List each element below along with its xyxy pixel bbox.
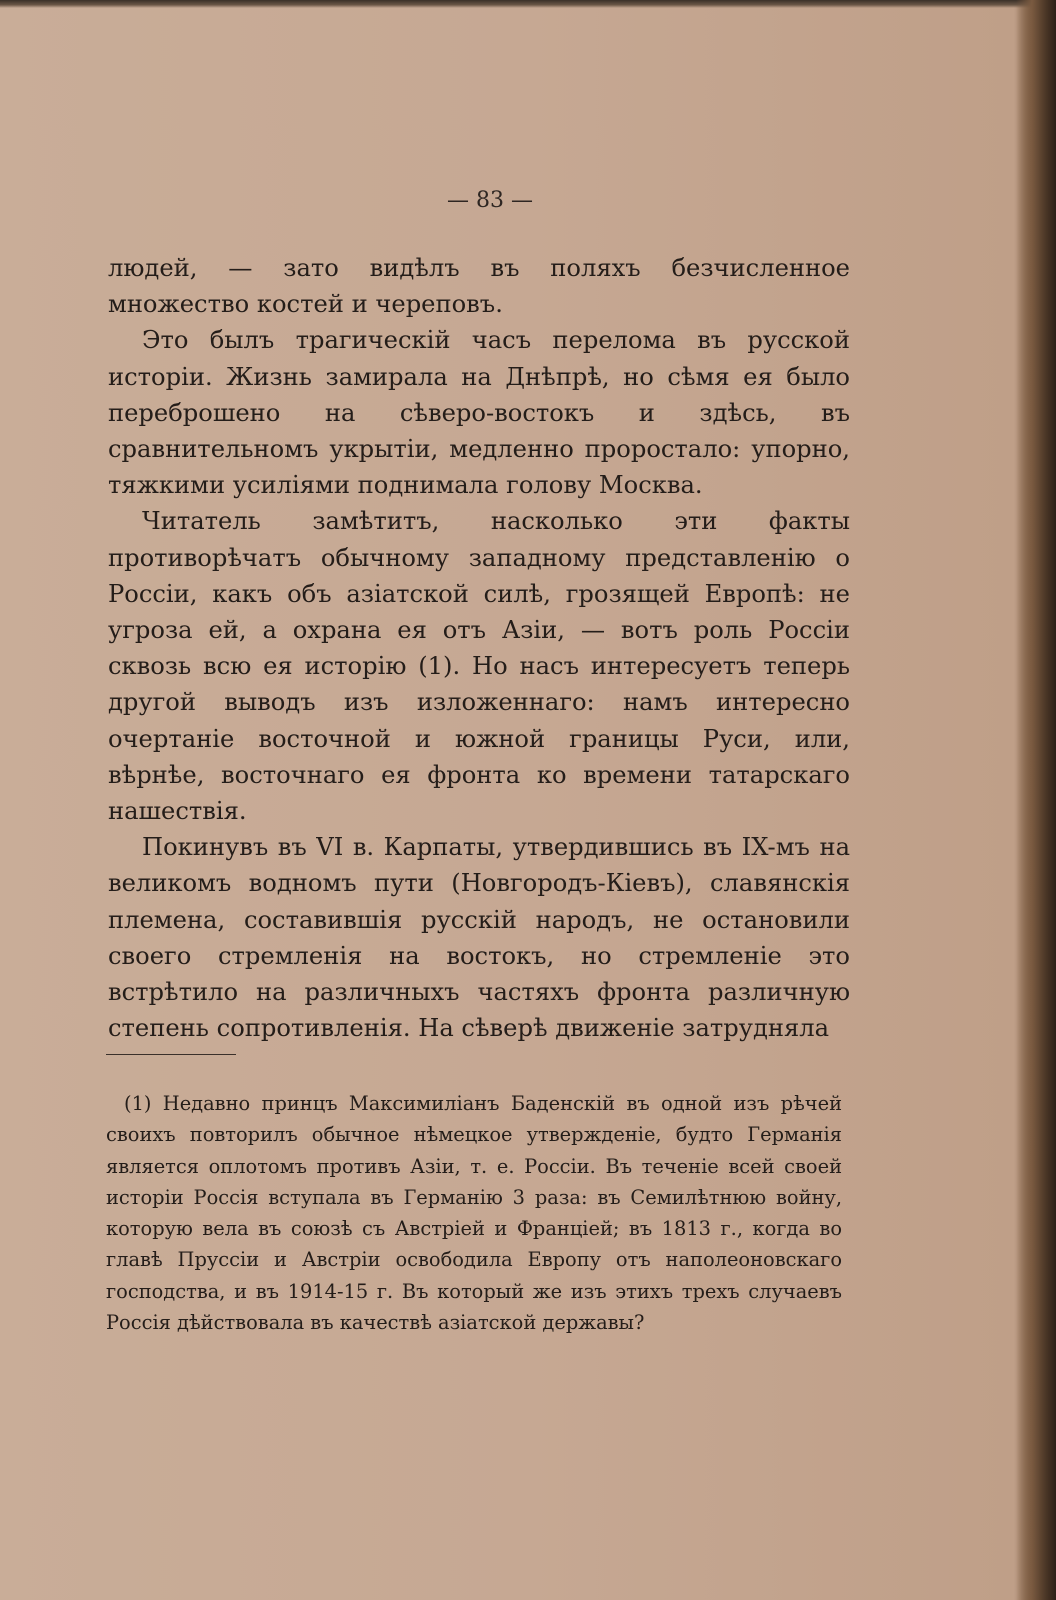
paragraph: Покинувъ въ VI в. Карпаты, утвердившись въ IX-мъ на великомъ водномъ пути (Новгородъ-Кіевъ), славянскія племена, составившія русскій народъ, не остановили своего стремленія на востокъ, но стремленіе это встрѣтило на различныхъ частяхъ фронта различную степень сопротивленія. На сѣверѣ движеніе затрудняла <box>108 833 850 1043</box>
footnote-separator <box>106 1054 236 1055</box>
page-top-edge <box>0 0 1056 8</box>
paragraph: людей, — зато видѣлъ въ поляхъ безчисленное множество костей и череповъ. <box>108 254 850 319</box>
paragraph: Это былъ трагическій часъ перелома въ русской исторіи. Жизнь замирала на Днѣпрѣ, но сѣмя ея было переброшено на сѣверо-востокъ и здѣсь, въ сравнительномъ укрытіи, медленно проростало: упорно, тяжкими усиліями поднимала голову Москва. <box>108 326 850 500</box>
footnote: (1) Недавно принцъ Максимиліанъ Баденскій въ одной изъ рѣчей своихъ повторилъ обычное нѣмецкое утвержденіе, будто Германія является оплотомъ противъ Азіи, т. е. Россіи. Въ теченіе всей своей исторіи Россія вступала въ Германію 3 раза: въ Семилѣтнюю войну, которую вела въ союзѣ съ Австріей и Франціей; въ 1813 г., когда во главѣ Пруссіи и Австріи освободила Европу отъ наполеоновскаго господства, и въ 1914-15 г. Въ который же изъ этихъ трехъ случаевъ Россія дѣйствовала въ качествѣ азіатской державы? <box>106 1092 842 1335</box>
paragraph: Читатель замѣтитъ, насколько эти факты противорѣчатъ обычному западному представленію о Россіи, какъ объ азіатской силѣ, грозящей Европѣ: не угроза ей, а охрана ея отъ Азіи, — вотъ роль Россіи сквозь всю ея исторію (1). Но насъ интересуетъ теперь другой выводъ изъ изложеннаго: намъ интересно очертаніе восточной и южной границы Руси, или, вѣрнѣе, восточнаго ея фронта ко времени татарскаго нашествія. <box>108 507 850 826</box>
page-number: — 83 — <box>447 188 533 213</box>
page-binding-edge <box>1016 0 1056 1600</box>
main-text <box>108 250 850 1046</box>
